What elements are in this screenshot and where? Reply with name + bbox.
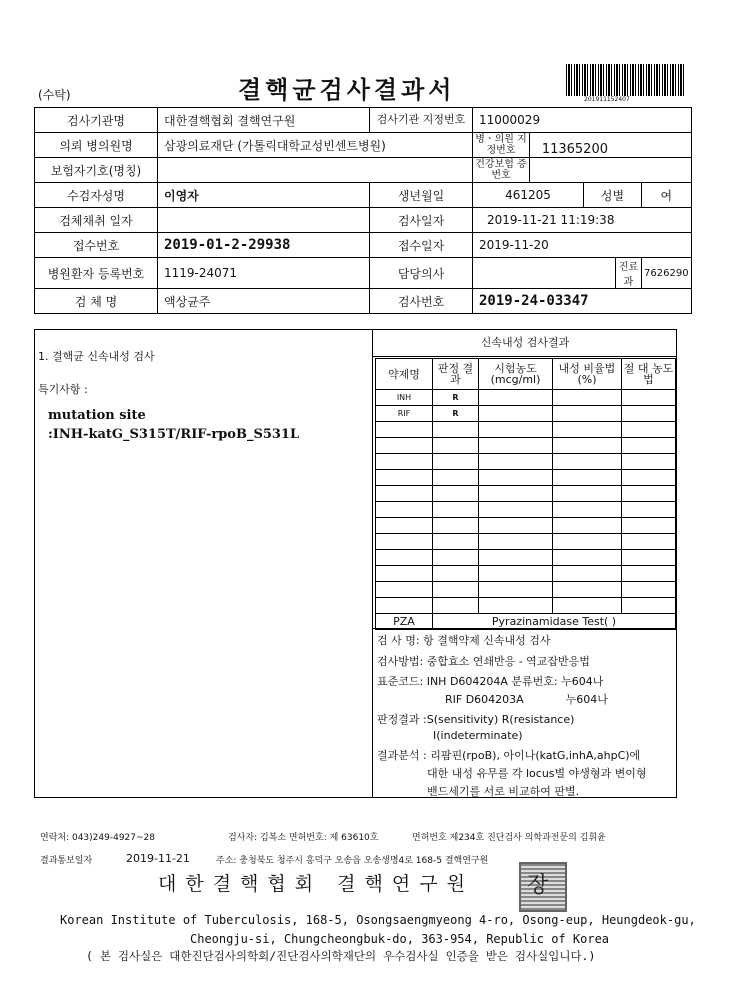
institute-name-ko: 대한결핵협회 결핵연구원 <box>158 873 474 895</box>
institution-label: 검사기관명 <box>35 108 158 133</box>
institute-name-en: Korean Institute of Tuberculosis, 168-5, Osongsaengmyeong 4-ro, Osong-eup, Heungdeok-gu, <box>60 913 696 927</box>
dst-title: 신속내성 검사결과 <box>373 329 677 357</box>
collect-date-label: 검체채취 일자 <box>35 208 158 233</box>
reception-no-label: 접수번호 <box>35 233 158 258</box>
contact: 연락처: 043)249-4927~28 <box>40 833 155 843</box>
health-cert-label: 건강보험 증번호 <box>473 158 530 182</box>
specimen-value: 액상균주 <box>158 289 370 314</box>
dst-table <box>375 358 676 630</box>
patient-info-table <box>34 107 692 314</box>
method-judgment: 판정결과 :S(sensitivity) R(resistance) <box>377 713 575 726</box>
dob-value: 461205 <box>473 183 584 208</box>
certification-note: ( 본 검사실은 대한진단검사의학회/진단검사의학재단의 우수검사실 인증을 받은 검사실입니다.) <box>86 949 596 963</box>
method-technique: 검사방법: 중합효소 연쇄반응 - 역교잡반응법 <box>377 655 590 668</box>
dst-empty-row <box>376 422 676 438</box>
specimen-label: 검 체 명 <box>35 289 158 314</box>
report-date-label: 결과통보일자 <box>40 856 93 866</box>
sex-value: 여 <box>642 183 692 208</box>
chart-no-label: 병원환자 등록번호 <box>35 258 158 289</box>
received-label: (수탁) <box>38 88 71 102</box>
reception-date-label: 접수일자 <box>370 233 473 258</box>
method-code: 표준코드: INH D604204A 분류번호: 누604나 <box>377 675 604 688</box>
method-judgment-2: I(indeterminate) <box>433 729 523 742</box>
dst-drug: RIF <box>376 406 433 422</box>
dst-empty-row <box>376 438 676 454</box>
test-no-value: 2019-24-03347 <box>473 289 692 314</box>
mutation-site-label: mutation site <box>48 408 146 423</box>
seal-character: 장 <box>527 873 549 898</box>
reception-no-value: 2019-01-2-29938 <box>158 233 370 258</box>
hospital-code-value: 11365200 <box>541 142 608 157</box>
inst-code-value: 11000029 <box>473 108 692 133</box>
dst-header-ratio: 내성 비율법(%) <box>553 359 622 390</box>
hospital-code-label: 병ㆍ의원 지정번호 <box>473 133 530 157</box>
test-date-value: 2019-11-21 11:19:38 <box>473 208 692 233</box>
chart-no-value: 1119-24071 <box>158 258 370 289</box>
mutation-site-value: :INH-katG_S315T/RIF-rpoB_S531L <box>48 427 300 442</box>
dst-drug: INH <box>376 390 433 406</box>
examiner: 검사자: 김복소 면허번호: 제 63610호 <box>228 833 379 843</box>
sex-label: 성별 <box>584 183 642 208</box>
barcode-number: 201911152407 <box>584 96 630 103</box>
dst-empty-row <box>376 502 676 518</box>
report-date: 2019-11-21 <box>126 852 190 865</box>
requester-value: 삼광의료재단 (가톨릭대학교성빈센트병원) <box>158 133 473 158</box>
barcode <box>566 64 684 96</box>
requester-label: 의뢰 병의원명 <box>35 133 158 158</box>
dept-label: 진료과 <box>616 258 642 289</box>
test-item: 1. 결핵균 신속내성 검사 <box>38 350 155 363</box>
dst-empty-row <box>376 582 676 598</box>
document-title: 결핵균검사결과서 <box>238 75 456 104</box>
dst-result: R <box>433 406 479 422</box>
dst-header-absolute: 절 대 농도법 <box>622 359 676 390</box>
dst-empty-row <box>376 486 676 502</box>
pza-label: PZA <box>376 614 433 630</box>
dst-empty-row <box>376 470 676 486</box>
method-analysis: 결과분석 : 리팜핀(rpoB), 아이나(katG,inhA,ahpC)에 <box>377 749 641 762</box>
dept-value: 7626290 <box>642 258 692 289</box>
inst-code-label: 검사기관 지정번호 <box>370 108 473 133</box>
doctor-value <box>473 258 616 289</box>
method-analysis-3: 밴드세기를 서로 비교하여 판별. <box>427 785 580 798</box>
dst-empty-row <box>376 598 676 614</box>
doctor-label: 담당의사 <box>370 258 473 289</box>
dst-result: R <box>433 390 479 406</box>
dst-empty-rows <box>376 422 676 614</box>
dst-header-drug: 약제명 <box>376 359 433 390</box>
dst-header-result: 판정 결과 <box>433 359 479 390</box>
institute-address-en: Cheongju-si, Chungcheongbuk-do, 363-954, Republic of Korea <box>190 932 610 946</box>
test-date-label: 검사일자 <box>370 208 473 233</box>
pza-value: Pyrazinamidase Test( ) <box>433 614 676 630</box>
dst-header-conc: 시험농도 (mcg/ml) <box>479 359 553 390</box>
dob-label: 생년월일 <box>370 183 473 208</box>
patient-name-value: 이영자 <box>158 183 370 208</box>
insurance-value <box>158 158 473 183</box>
remarks-label: 특기사항 : <box>38 383 88 396</box>
patient-name-label: 수검자성명 <box>35 183 158 208</box>
dst-empty-row <box>376 550 676 566</box>
test-no-label: 검사번호 <box>370 289 473 314</box>
method-test-name: 검 사 명: 항 결핵약제 신속내성 검사 <box>377 634 551 647</box>
address: 주소: 충청북도 청주시 흥덕구 오송읍 오송생명4로 168-5 결핵연구원 <box>216 856 489 866</box>
dst-empty-row <box>376 518 676 534</box>
dst-empty-row <box>376 534 676 550</box>
institution-value: 대한결핵협회 결핵연구원 <box>158 108 370 133</box>
dst-empty-row <box>376 566 676 582</box>
dst-empty-row <box>376 454 676 470</box>
reception-date-value: 2019-11-20 <box>473 233 692 258</box>
insurance-label: 보험자기호(명칭) <box>35 158 158 183</box>
method-box <box>373 628 677 798</box>
method-code-rif: RIF D604203A 누604나 <box>445 693 608 706</box>
method-analysis-2: 대한 내성 유무를 각 locus별 야생형과 변이형 <box>427 767 647 780</box>
collect-date-value <box>158 208 370 233</box>
specialist: 면허번호 제234호 진단검사 의학과전문의 김휘윤 <box>412 833 606 843</box>
